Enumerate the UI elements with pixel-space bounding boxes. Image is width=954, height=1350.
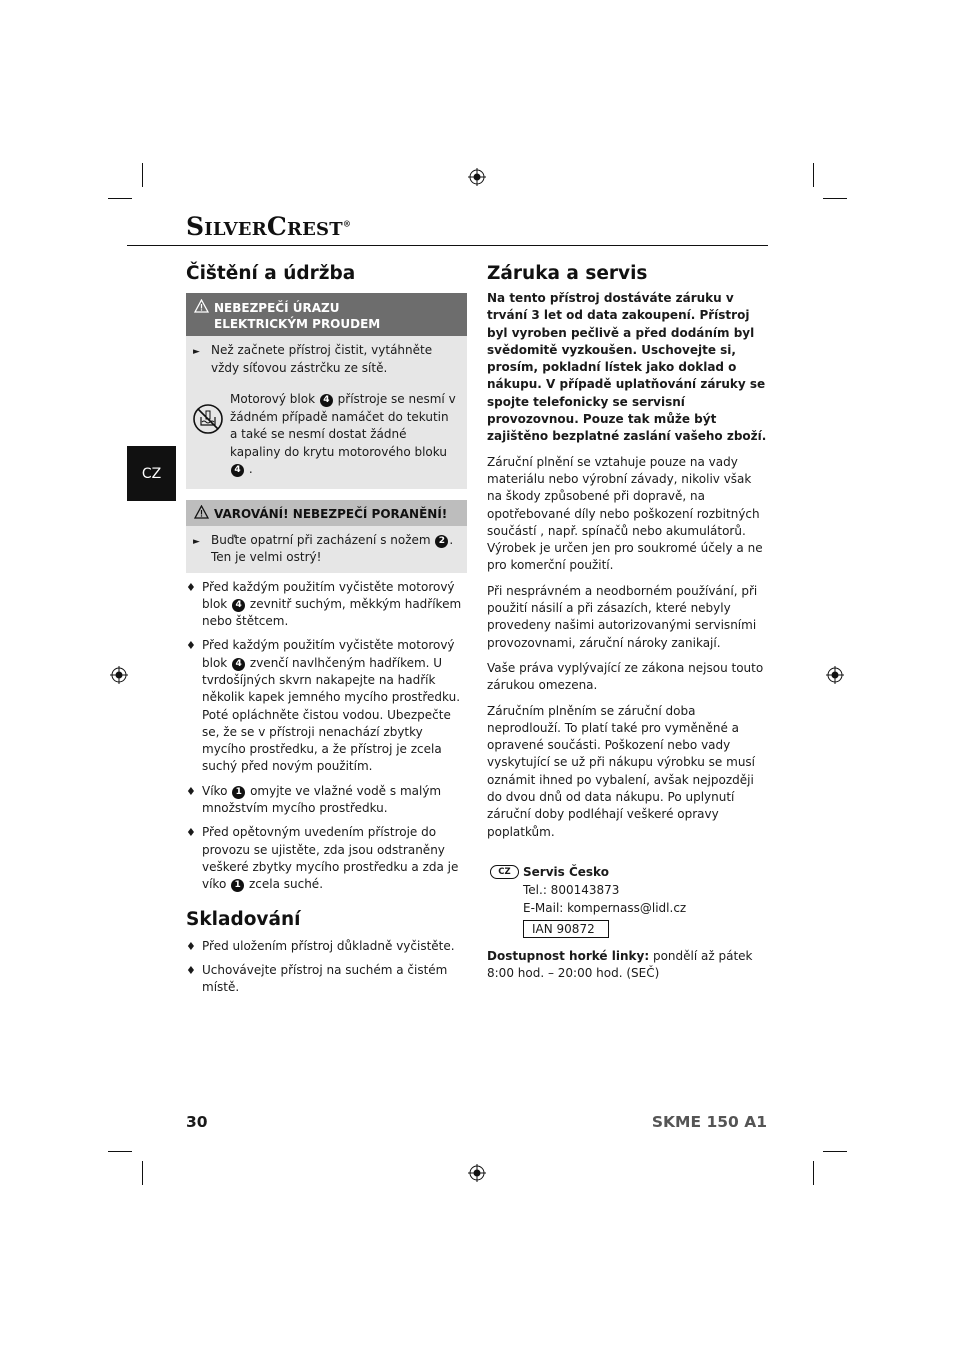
arrow-bullet-icon: ► (193, 347, 200, 357)
motor-block-note: Motorový blok 4 přístroje se nesmí v žádném případě namáčet do tekutin a také se nesmí dostat žádné kapaliny do krytu motorového bloku 4 . (186, 381, 467, 489)
registration-mark-icon (468, 1164, 486, 1182)
service-phone: Tel.: 800143873 (523, 882, 620, 897)
registration-mark-icon (110, 666, 128, 684)
arrow-bullet-icon: ► (193, 536, 200, 547)
list-item: ♦ Před každým použitím vyčistěte motorový blok 4 zvenčí navlhčeným hadříkem. U tvrdošíjných skvrn nakapejte na hadřík několik kapek jemného mycího prostředku. Poté opláchněte čistou vodou. Ubezpečte se, že se v přístroji nenachází zbytky mycího prostředku, a že přístroj je zcela suchý před novým použitím. (186, 638, 461, 774)
part-number-badge: 4 (232, 599, 245, 612)
warranty-paragraph: Vaše práva vyplývající ze zákona nejsou touto zárukou omezena. (487, 660, 764, 693)
hotline-availability: Dostupnost horké linky: pondělí až pátek 8:00 hod. – 20:00 hod. (SEČ) (487, 948, 753, 981)
part-number-badge: 4 (320, 394, 333, 407)
storage-bullets (186, 938, 467, 997)
crop-mark (823, 198, 847, 199)
list-item: ♦ Uchovávejte přístroj na suchém a čistém místě. (186, 962, 448, 995)
danger-item: ► Než začnete přístroj čistit, vytáhněte vždy síťovou zástrčku ze sítě. (193, 343, 433, 375)
diamond-bullet-icon: ♦ (186, 939, 196, 953)
registration-mark-icon (826, 666, 844, 684)
section-title-storage: Skladování (186, 908, 301, 930)
part-number-badge: 1 (231, 879, 244, 892)
crop-mark (813, 163, 814, 187)
language-tab: CZ (127, 446, 176, 501)
crop-mark (108, 1151, 132, 1152)
left-column (186, 262, 467, 1003)
model-number: SKME 150 A1 (651, 1113, 767, 1131)
part-number-badge: 4 (232, 658, 245, 671)
service-name: Servis Česko (523, 864, 609, 879)
diamond-bullet-icon: ♦ (186, 639, 196, 653)
list-item: ♦ Víko 1 omyjte ve vlažné vodě s malým množstvím mycího prostředku. (186, 783, 442, 816)
warning-item: ► Buďte opatrní při zacházení s nožem 2 . Ten je velmi ostrý! (193, 532, 454, 564)
warranty-paragraph: Při nesprávném a neodborném používání, při použití násilí a při zásazích, které nebyly provedeny našimi autorizovanými servisními provozovnami, záruční nároky zanikají. (487, 583, 758, 650)
warning-box (186, 500, 467, 573)
brand-logo: SILVERCREST® (186, 212, 352, 241)
part-number-badge: 1 (232, 786, 245, 799)
part-number-badge: 4 (231, 464, 244, 477)
danger-box-heading: NEBEZPEČÍ ÚRAZU ELEKTRICKÝM PROUDEM (186, 293, 467, 336)
list-item: ♦ Před uložením přístroj důkladně vyčistěte. (186, 938, 467, 955)
cleaning-bullets (186, 579, 467, 894)
service-contact (487, 863, 768, 938)
section-title-warranty: Záruka a servis (487, 263, 648, 284)
country-badge: CZ (490, 865, 519, 879)
ian-box: IAN 90872 (523, 920, 609, 938)
diamond-bullet-icon: ♦ (186, 826, 196, 840)
warranty-paragraph: Záručním plněním se záruční doba neprodlouží. To platí také pro vyměněné a opravené součásti. Poškození nebo vady vyskytující se už při nákupu výrobku se musí oznámit ihned po vybalení, avšak nejpozději do dvou dnů od data nákupu. Po uplynutí záruční doby podléhají veškeré opravy poplatkům. (487, 703, 756, 839)
diamond-bullet-icon: ♦ (186, 580, 196, 594)
registration-mark-icon (468, 168, 486, 186)
service-email: E-Mail: kompernass@lidl.cz (523, 900, 687, 915)
crop-mark (142, 1161, 143, 1185)
warranty-intro: Na tento přístroj dostáváte záruku v trvání 3 let od data zakoupení. Přístroj byl vyroben pečlivě a před dodáním byl svědomitě vyzkoušen. Uschovejte si, prosím, pokladní lístek jako doklad o nákupu. V případě uplatňování záruky se spojte telefonicky se servisní provozovnou. Pouze tak může být zajištěno bezplatné zaslání vašeho zboží. (487, 291, 767, 444)
header-rule (127, 245, 768, 246)
diamond-bullet-icon: ♦ (186, 784, 196, 798)
no-immersion-icon (192, 403, 224, 435)
part-number-badge: 2 (435, 535, 448, 548)
crop-mark (813, 1161, 814, 1185)
crop-mark (108, 198, 132, 199)
list-item: ♦ Před opětovným uvedením přístroje do provozu se ujistěte, zda jsou odstraněny veškeré zbytky mycího prostředku a zda je víko 1 zcela suché. (186, 825, 459, 892)
right-column (487, 262, 768, 991)
warning-box-heading: VAROVÁNÍ! NEBEZPEČÍ PORANĚNÍ! (186, 500, 467, 526)
crop-mark (823, 1151, 847, 1152)
danger-box (186, 293, 467, 489)
warranty-paragraph: Záruční plnění se vztahuje pouze na vady materiálu nebo výrobní závady, nikoliv však na škody způsobené při dopravě, na opotřebované díly nebo poškození rozbitných součástí , např. spínačů nebo akumulátorů. Výrobek je určen jen pro soukromé účely a ne pro komerční použití. (487, 454, 763, 573)
page-number: 30 (186, 1113, 208, 1131)
warning-triangle-icon (194, 299, 209, 313)
list-item: ♦ Před každým použitím vyčistěte motorový blok 4 zevnitř suchým, měkkým hadříkem nebo štětcem. (186, 579, 462, 629)
warning-triangle-icon (194, 505, 209, 519)
diamond-bullet-icon: ♦ (186, 963, 196, 977)
crop-mark (142, 163, 143, 187)
section-title-cleaning: Čištění a údržba (186, 263, 356, 284)
